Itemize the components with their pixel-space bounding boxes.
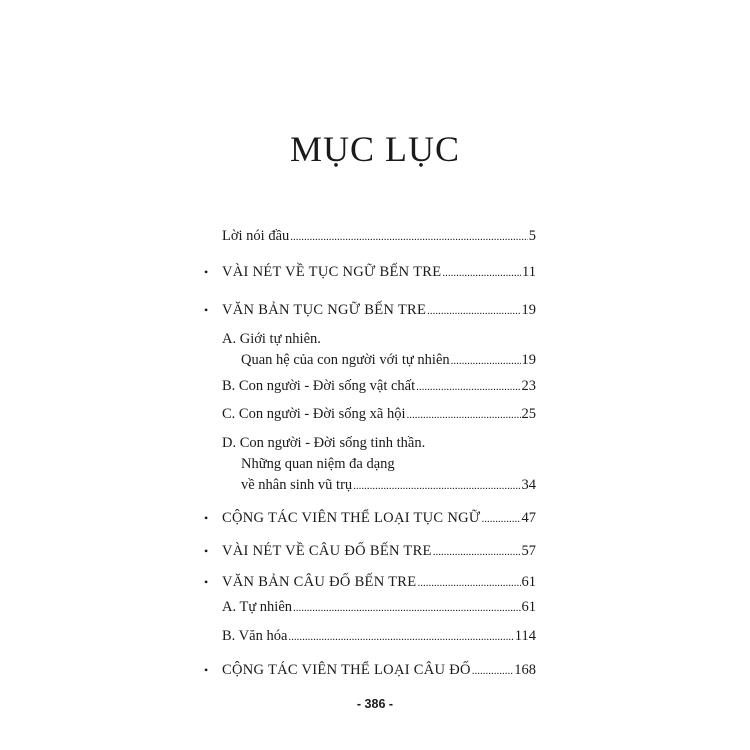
toc-entry-label: VÀI NÉT VỀ TỤC NGỮ BẾN TRE — [222, 264, 442, 280]
toc-entry-page: 19 — [521, 352, 536, 368]
toc-entry — [222, 376, 536, 398]
dot-leader — [427, 300, 520, 322]
bullet-icon: • — [204, 663, 209, 677]
bullet-icon: • — [204, 265, 209, 279]
toc-entry-label-first-line: A. Giới tự nhiên. — [222, 331, 321, 347]
toc-entry-page: 47 — [521, 510, 536, 526]
bullet-icon: • — [204, 511, 209, 525]
dot-leader — [353, 475, 520, 497]
dot-leader — [417, 572, 520, 594]
toc-entry — [222, 262, 536, 284]
toc-entry-label: A. Tự nhiên — [222, 599, 293, 615]
bullet-icon: • — [204, 544, 209, 558]
toc-entry — [222, 226, 536, 248]
dot-leader — [451, 350, 521, 372]
dot-leader — [472, 660, 514, 682]
toc-entry-page: 5 — [528, 228, 536, 244]
toc-entry — [222, 508, 536, 530]
page-number-footer: - 386 - — [356, 697, 394, 711]
toc-entry-label: VĂN BẢN TỤC NGỮ BẾN TRE — [222, 302, 427, 318]
dot-leader — [481, 508, 520, 530]
toc-entry-page: 34 — [521, 477, 536, 493]
toc-entry-page: 61 — [521, 599, 536, 615]
toc-entry — [222, 626, 536, 648]
toc-entry-label-first-line: D. Con người - Đời sống tinh thần. — [222, 435, 426, 451]
dot-leader — [442, 262, 521, 284]
bullet-icon: • — [204, 303, 209, 317]
dot-leader — [433, 541, 521, 563]
dot-leader — [416, 376, 520, 398]
toc-entry-label: về nhân sinh vũ trụ — [241, 477, 353, 493]
toc-entry-page: 19 — [521, 302, 536, 318]
toc-entry — [222, 572, 536, 594]
toc-entry — [222, 597, 536, 619]
bullet-icon: • — [204, 575, 209, 589]
toc-entry-label: CỘNG TÁC VIÊN THỂ LOẠI TỤC NGỮ — [222, 510, 481, 526]
toc-entry-label: VĂN BẢN CÂU ĐỐ BẾN TRE — [222, 574, 417, 590]
toc-entry-label: Lời nói đầu — [222, 228, 290, 244]
toc-entry-label: B. Con người - Đời sống vật chất — [222, 378, 416, 394]
toc-entry-page: 168 — [514, 662, 536, 678]
toc-entry-label: C. Con người - Đời sống xã hội — [222, 406, 406, 422]
page-title: MỤC LỤC — [289, 129, 461, 169]
toc-entry — [222, 404, 536, 426]
toc-entry-page: 61 — [521, 574, 536, 590]
dot-leader — [407, 404, 521, 426]
toc-entry-page: 11 — [522, 264, 536, 280]
toc-entry-label: Quan hệ của con người với tự nhiên — [241, 352, 450, 368]
toc-entry-label: VÀI NÉT VỀ CÂU ĐỐ BẾN TRE — [222, 543, 432, 559]
toc-entry — [222, 329, 536, 372]
toc-entry — [222, 541, 536, 563]
toc-entry-page: 114 — [514, 628, 536, 644]
toc-entry-label-second-line: Những quan niệm đa dạng — [241, 456, 395, 472]
toc-entry-page: 57 — [521, 543, 536, 559]
toc-entry-page: 25 — [521, 406, 536, 422]
toc-entry — [222, 660, 536, 682]
toc-entry — [222, 300, 536, 322]
toc-entry — [222, 433, 536, 497]
toc-entry-label: CỘNG TÁC VIÊN THỂ LOẠI CÂU ĐỐ — [222, 662, 471, 678]
dot-leader — [293, 597, 520, 619]
dot-leader — [290, 226, 527, 248]
dot-leader — [288, 626, 513, 648]
toc-entry-page: 23 — [521, 378, 536, 394]
toc-entry-label: B. Văn hóa — [222, 628, 288, 644]
